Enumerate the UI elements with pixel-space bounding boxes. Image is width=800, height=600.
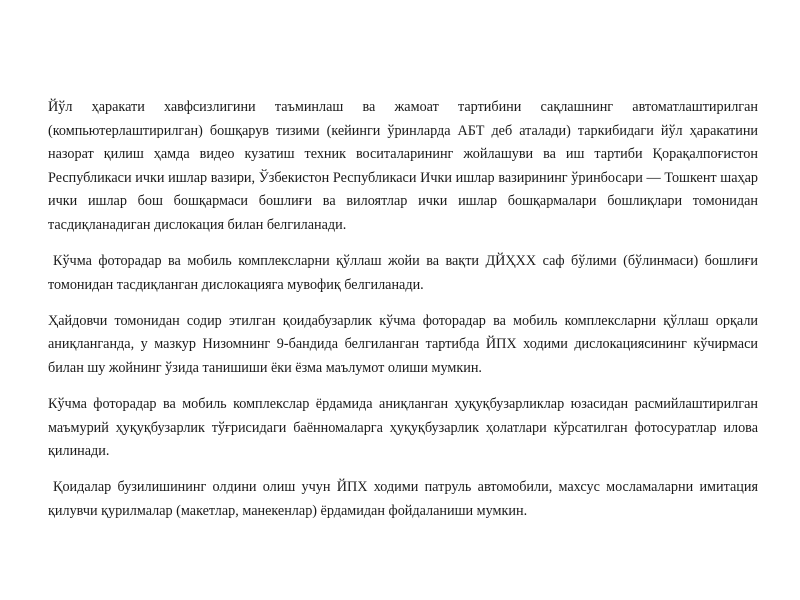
paragraph-3: Ҳайдовчи томонидан содир этилган қоидабузарлик кўчма фоторадар ва мобиль комплексларни қўллаш орқали аниқланганда, у мазкур Низомнинг 9-бандида белгиланган тартибда ЙПХ ходими дислокациясининг кўчирмаси билан шу жойнинг ўзида танишиши ёки ёзма маълумот олиши мумкин. bbox=[48, 312, 758, 376]
paragraph-4: Кўчма фоторадар ва мобиль комплекслар ёрдамида аниқланган ҳуқуқбузарликлар юзасидан расмийлаштирилган маъмурий ҳуқуқбузарлик тўғрисидаги баённомаларга ҳуқуқбузарлик ҳолатлари кўрсатилган фотосуратлар илова қилинади. bbox=[48, 396, 758, 460]
document-body bbox=[48, 96, 758, 536]
paragraph-5: Қоидалар бузилишининг олдини олиш учун ЙПХ ходими патруль автомобили, махсус мосламаларни имитация қилувчи қурилмалар (макетлар, манекенлар) ёрдамидан фойдаланиши мумкин. bbox=[48, 479, 758, 519]
paragraph-1: Йўл ҳаракати хавфсизлигини таъминлаш ва жамоат тартибини сақлашнинг автоматлаштирилган (компьютерлаштирилган) бошқарув тизими (кейинги ўринларда АБТ деб аталади) таркибидаги йўл ҳаракатини назорат қилиш ҳамда видео кузатиш техник воситаларининг жойлашуви ва иш тартиби Қорақалпоғистон Республикаси ички ишлар вазири, Ўзбекистон Республикаси Ички ишлар вазирининг ўринбосари — Тошкент шаҳар ички ишлар бош бошқармаси бошлиғи ва вилоятлар ички ишлар бошқармалари бошлиқлари томонидан тасдиқланадиган дислокация билан белгиланади. bbox=[48, 99, 758, 233]
paragraph-2: Кўчма фоторадар ва мобиль комплексларни қўллаш жойи ва вақти ДЙҲХХ саф бўлими (бўлинмаси) бошлиғи томонидан тасдиқланган дислокацияга мувофиқ белгиланади. bbox=[48, 253, 758, 293]
